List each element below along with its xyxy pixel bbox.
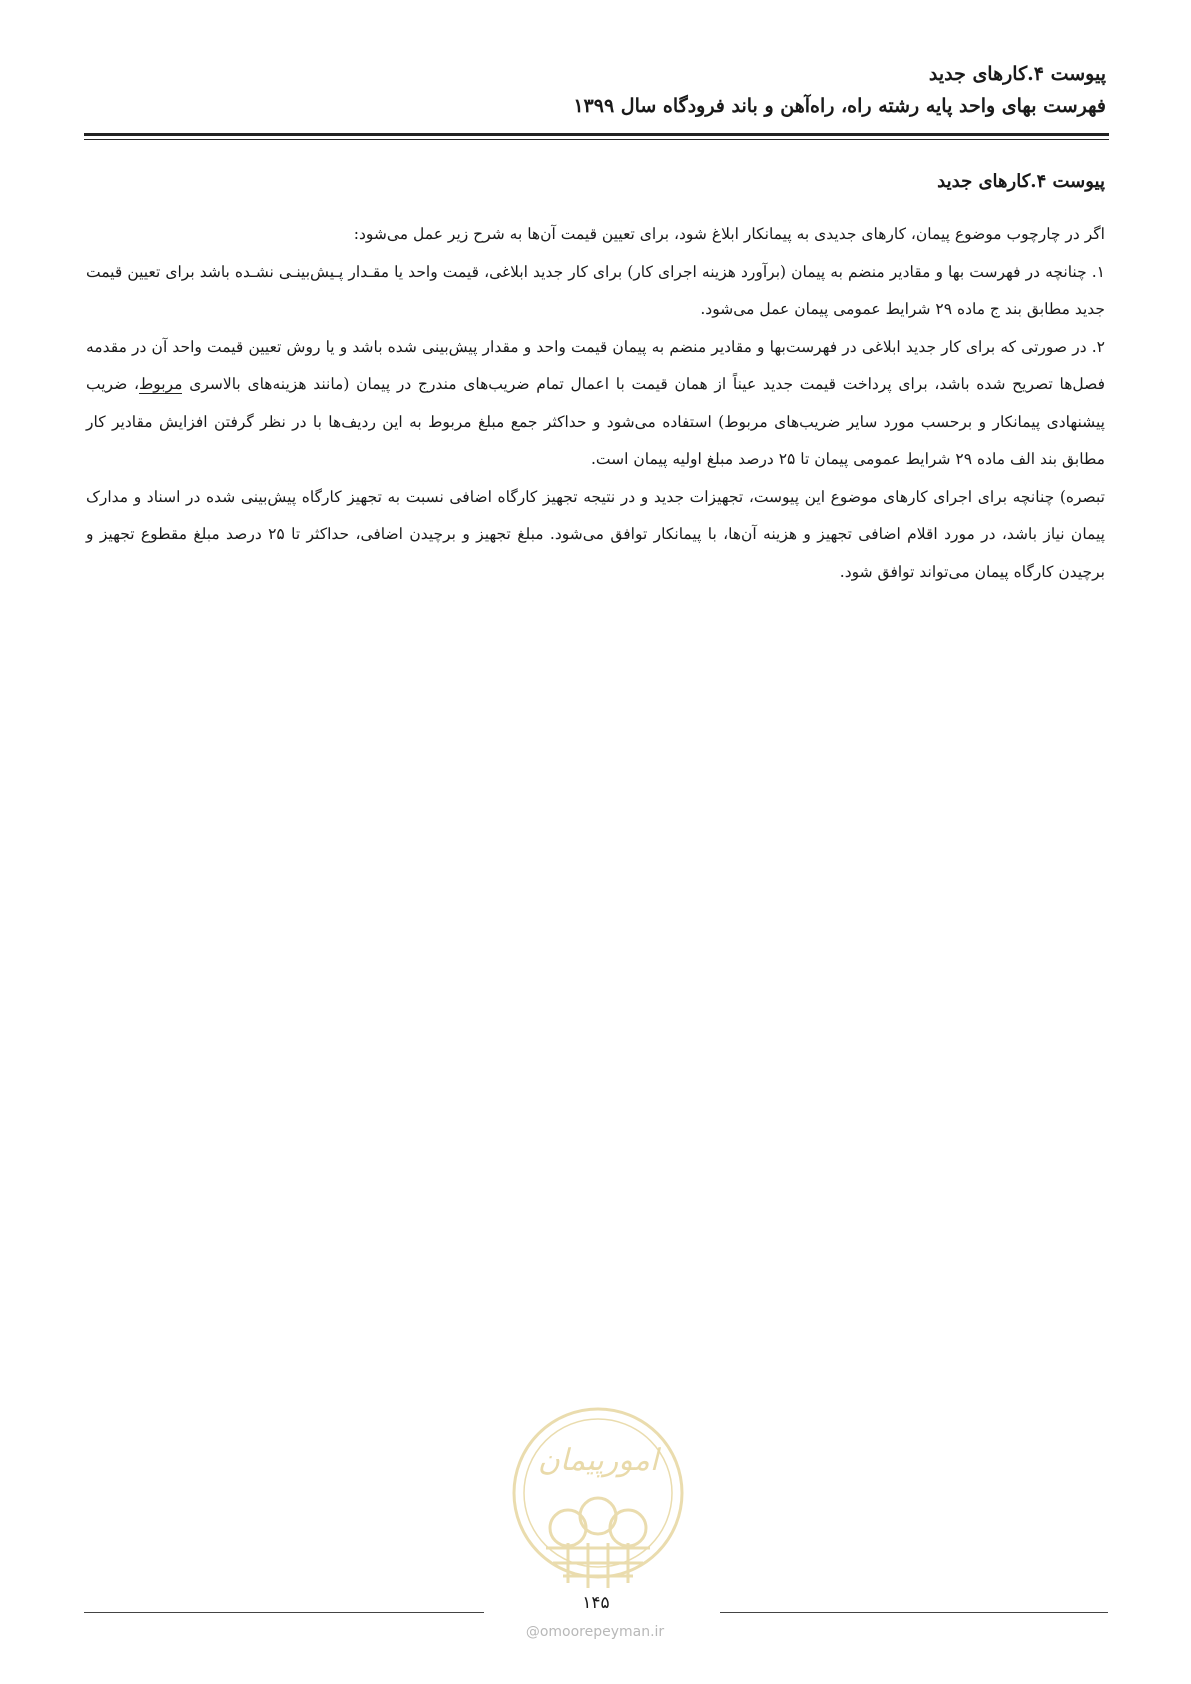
footer-website: @omoorepeyman.ir	[525, 1624, 665, 1640]
clause-2-underlined-word: مربوط	[138, 375, 183, 393]
footer-divider-left	[84, 1612, 484, 1613]
header-title: پیوست ۴.کارهای جدید	[928, 63, 1106, 85]
section-heading: پیوست ۴.کارهای جدید	[937, 171, 1105, 192]
clause-2	[86, 329, 1105, 479]
clause-2-part-b: ، ضریب پیشنهادی پیمانکار و برحسب مورد سایر ضریب‌های مربوط) استفاده می‌شود و حداکثر جمع مبلغ مربوط به این ردیف‌ها با در نظر گرفتن افزایش مقادیر کار مطابق بند الف ماده ۲۹ شرایط عمومی پیمان تا ۲۵ درصد مبلغ اولیه پیمان است.	[86, 375, 1105, 468]
header-subtitle: فهرست بهای واحد پایه رشته راه، راه‌آهن و باند فرودگاه سال ۱۳۹۹	[573, 95, 1106, 117]
clause-2-part-a: ۲. در صورتی که برای کار جدید ابلاغی در فهرست‌بها و مقادیر منضم به پیمان قیمت واحد و مقدار پیش‌بینی شده باشد و یا روش تعیین قیمت واحد آن در مقدمه فصل‌ها تصریح شده باشد، برای پرداخت قیمت جدید عیناً از همان قیمت با اعمال تمام ضریب‌های مندرج در پیمان (مانند هزینه‌های بالاسری	[86, 337, 1105, 393]
intro-paragraph: اگر در چارچوب موضوع پیمان، کارهای جدیدی به پیمانکار ابلاغ شود، برای تعیین قیمت آن‌ها به شرح زیر عمل می‌شود:	[353, 225, 1105, 243]
header-divider-thin	[84, 139, 1109, 140]
watermark-text: امورپیمان	[537, 1443, 659, 1478]
note-paragraph: تبصره) چنانچه برای اجرای کارهای موضوع این پیوست، تجهیزات جدید و در نتیجه تجهیز کارگاه اضافی نسبت به تجهیز کارگاه پیش‌بینی شده در اسناد و مدارک پیمان نیاز باشد، در مورد اقلام اضافی تجهیز و هزینه آن‌ها، با پیمانکار توافق می‌شود. مبلغ تجهیز و برچیدن اضافی، حداکثر تا ۲۵ درصد مبلغ مقطوع تجهیز و برچیدن کارگاه پیمان می‌تواند توافق شود.	[86, 487, 1105, 581]
main-content	[86, 162, 1105, 591]
watermark-logo	[508, 1398, 688, 1598]
page-number: ۱۴۵	[582, 1593, 610, 1613]
clause-1: ۱. چنانچه در فهرست بها و مقادیر منضم به پیمان (برآورد هزینه اجرای کار) برای کار جدید ابلاغی، قیمت واحد یا مقـدار پـیش‌بینـی نشـده باشد برای تعیین قیمت جدید مطابق بند ج ماده ۲۹ شرایط عمومی پیمان عمل می‌شود.	[86, 262, 1105, 318]
page-header	[88, 58, 1106, 122]
header-divider-thick	[84, 133, 1109, 136]
footer-divider-right	[720, 1612, 1108, 1613]
